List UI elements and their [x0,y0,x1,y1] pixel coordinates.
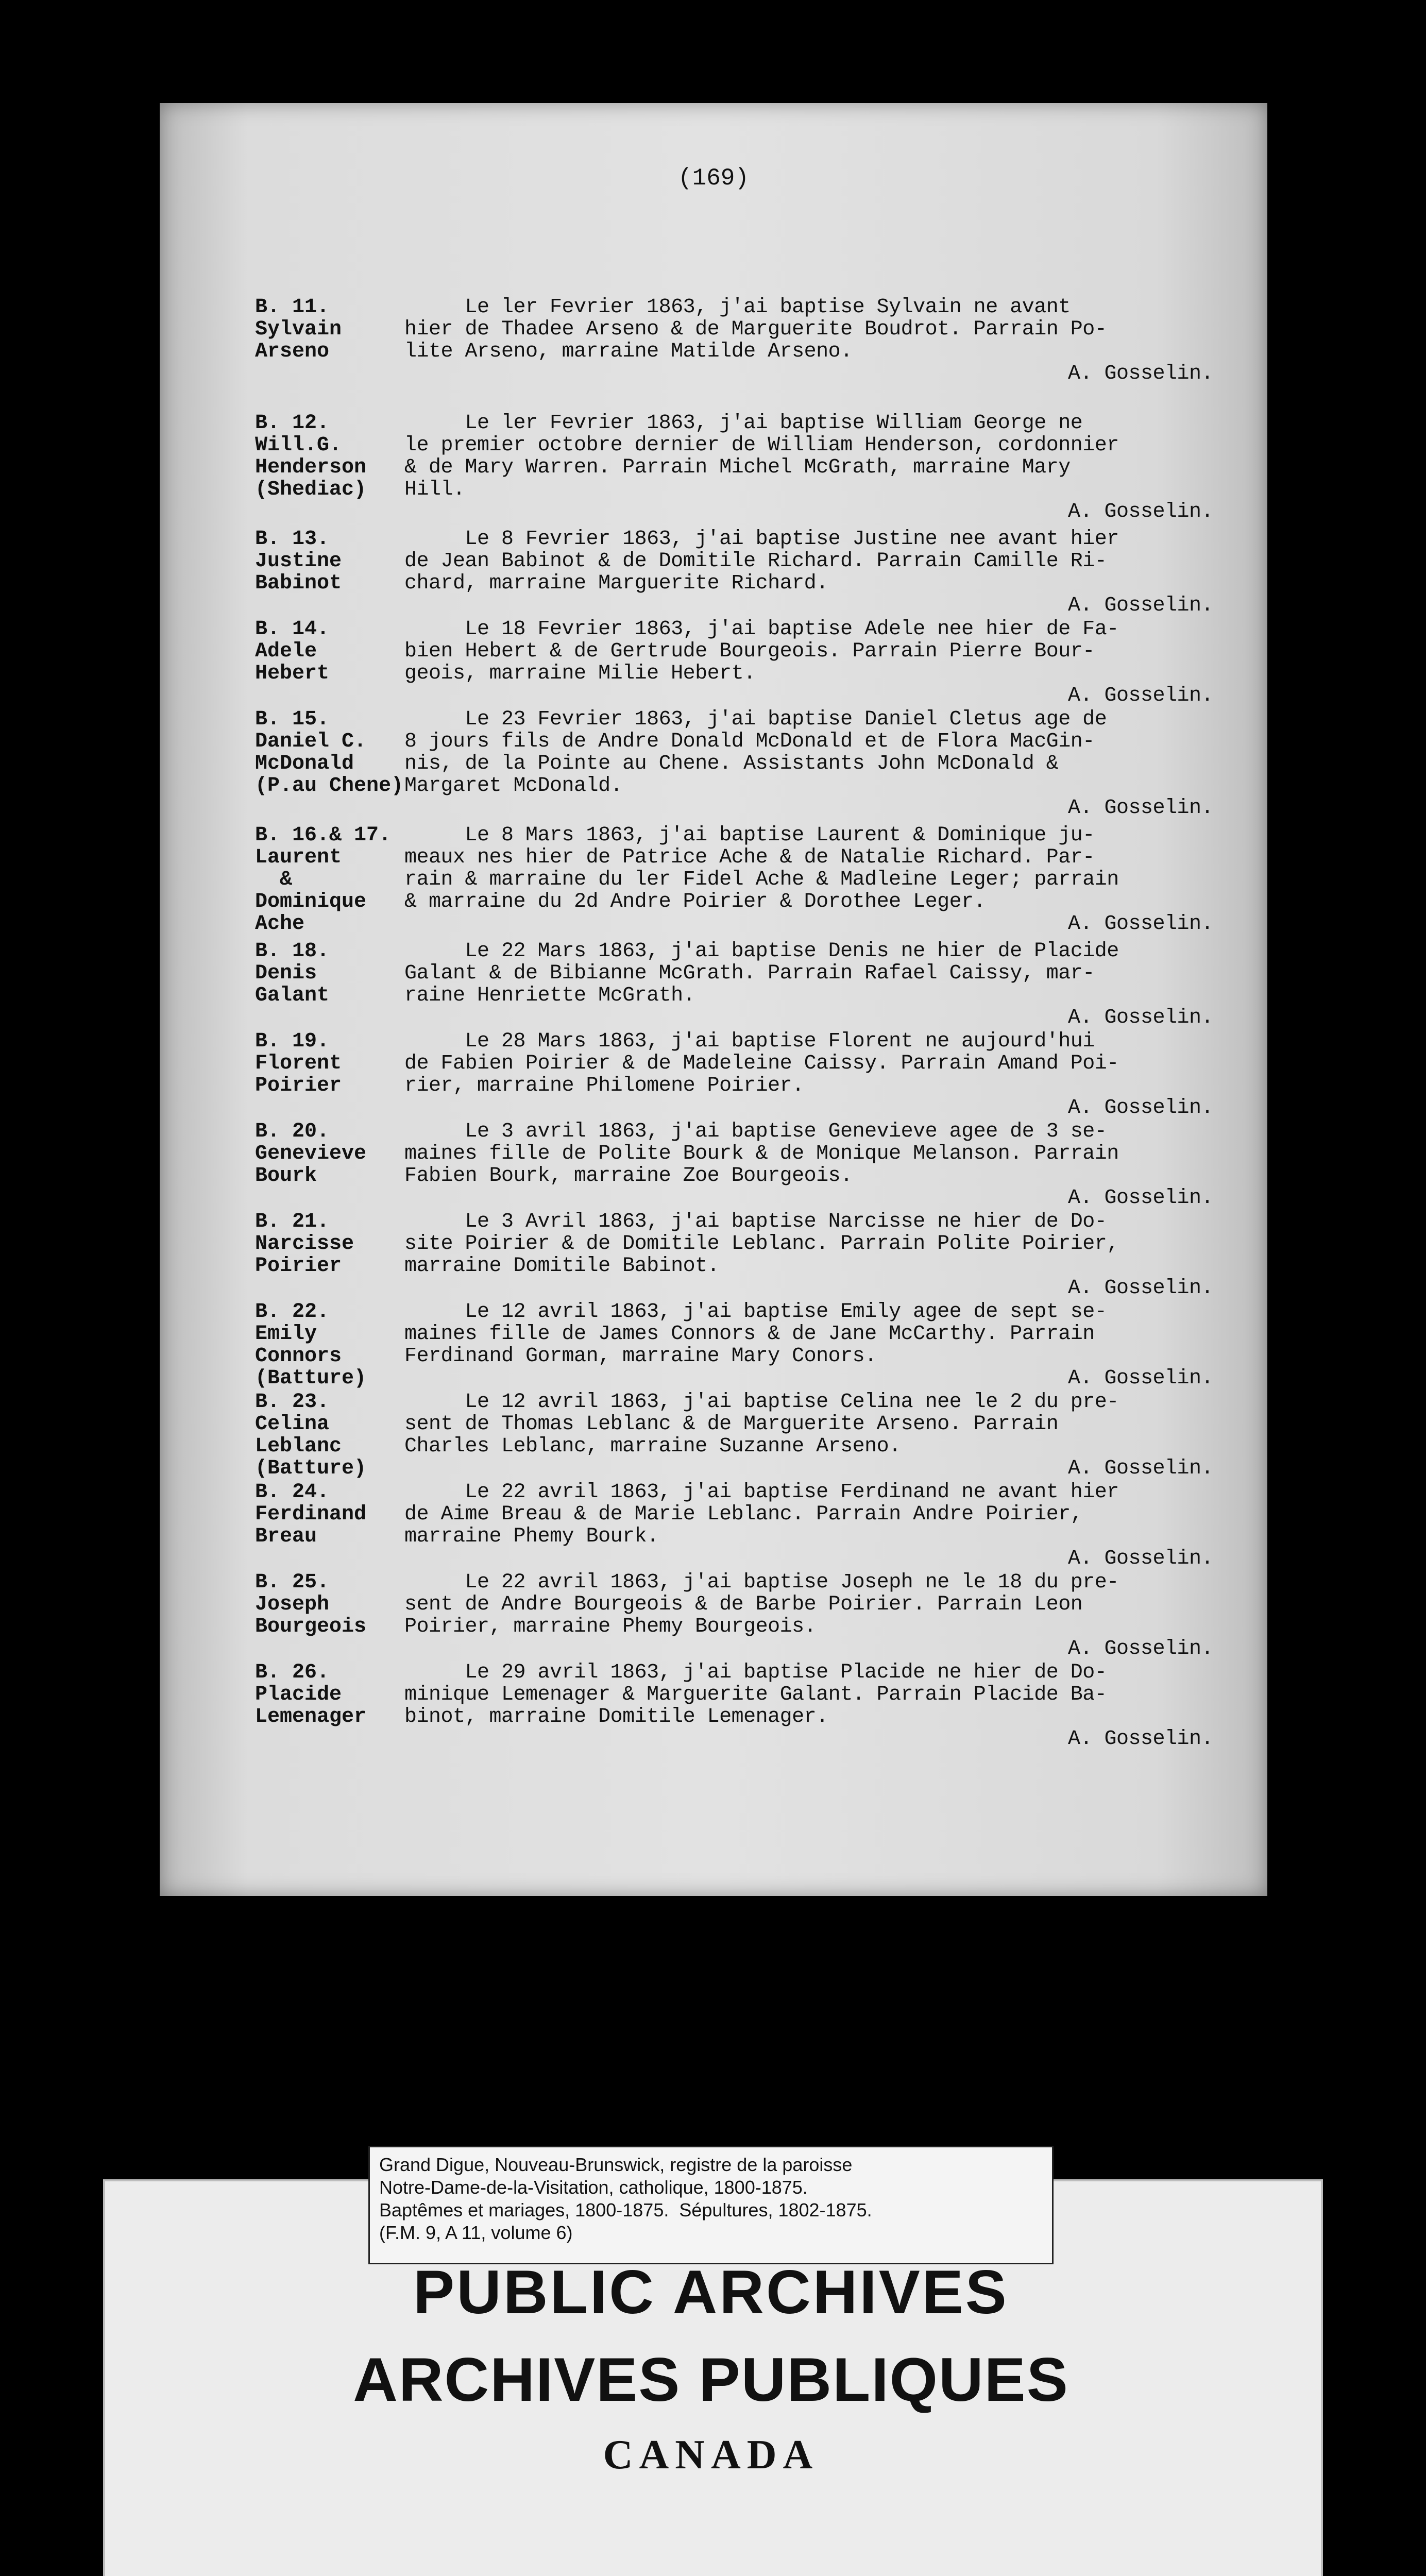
catalog-slip [368,2146,1054,2264]
entry-signature: A. Gosselin. [1067,1006,1213,1029]
entry-signature: A. Gosselin. [1067,594,1213,617]
baptism-entry [255,1481,1224,1571]
baptism-entry [255,618,1224,708]
entry-signature: A. Gosselin. [1067,1187,1213,1210]
baptism-entry [255,412,1224,528]
baptism-entry [255,1661,1224,1751]
entry-signature: A. Gosselin. [1067,684,1213,707]
entry-text [404,412,1224,523]
baptism-entry [255,1030,1224,1121]
entry-text [404,708,1224,819]
entry-signature: A. Gosselin. [1067,796,1213,820]
entry-text [404,1571,1224,1660]
baptism-entry [255,824,1224,940]
entry-text [404,1121,1224,1209]
entry-text [404,618,1224,707]
entry-margin-note: B. 23. Celina Leblanc (Batture) [255,1391,367,1480]
entry-body: Le 12 avril 1863, j'ai baptise Emily agee de sept se- maines fille de James Connors & de Jane McCarthy. Parrain Ferdinand Gorman, marraine Mary Conors. [404,1300,1107,1368]
entry-margin-note: B. 11. Sylvain Arseno [255,296,342,363]
baptism-entry [255,1211,1224,1301]
entry-margin-note: B. 22. Emily Connors (Batture) [255,1300,367,1390]
entry-margin-note: B. 19. Florent Poirier [255,1030,342,1097]
entry-margin-note: B. 21. Narcisse Poirier [255,1210,354,1278]
archives-title-english: PUBLIC ARCHIVES [413,2258,1009,2327]
entry-signature: A. Gosselin. [1067,1096,1213,1120]
entry-text [404,1211,1224,1299]
entry-margin-note: B. 15. Daniel C. McDonald (P.au Chene) [255,708,404,798]
entry-text [404,1481,1224,1570]
entry-body: Le 3 Avril 1863, j'ai baptise Narcisse ne hier de Do- site Poirier & de Domitile Leblanc. Parrain Polite Poirier, marraine Domitile Babinot. [404,1210,1119,1278]
entry-text [404,1391,1224,1480]
entry-body: Le 12 avril 1863, j'ai baptise Celina nee le 2 du pre- sent de Thomas Leblanc & de Marguerite Arseno. Parrain Charles Leblanc, marraine Suzanne Arseno. [404,1391,1119,1458]
entry-body: Le ler Fevrier 1863, j'ai baptise Sylvain ne avant hier de Thadee Arseno & de Marguerite Boudrot. Parrain Po- lite Arseno, marraine Matilde Arseno. [404,296,1107,363]
entry-body: Le 8 Mars 1863, j'ai baptise Laurent & Dominique ju- meaux nes hier de Patrice Ache & de Natalie Richard. Par- rain & marraine du ler Fidel Ache & Madleine Leger; parrain & marraine du 2d Andre Poirier & Dorothee Leger. [404,824,1119,913]
entry-margin-note: B. 14. Adele Hebert [255,618,330,685]
entry-signature: A. Gosselin. [1067,1457,1213,1480]
entry-margin-note: B. 20. Genevieve Bourk [255,1120,367,1188]
baptism-entry [255,940,1224,1030]
entry-text [404,824,1224,935]
entry-body: Le 22 avril 1863, j'ai baptise Ferdinand ne avant hier de Aime Breau & de Marie Leblanc. Parrain Andre Poirier, marraine Phemy Bourk. [404,1481,1119,1548]
baptism-entry [255,1391,1224,1481]
entry-signature: A. Gosselin. [1067,500,1213,523]
baptism-entry [255,528,1224,618]
entry-body: Le 23 Fevrier 1863, j'ai baptise Daniel Cletus age de 8 jours fils de Andre Donald McDonald et de Flora MacGin- nis, de la Pointe au Chene. Assistants John McDonald & Margaret McDonald. [404,708,1107,798]
archives-title-french: ARCHIVES PUBLIQUES [353,2345,1069,2414]
entry-signature: A. Gosselin. [1067,1727,1213,1751]
entry-body: Le 18 Fevrier 1863, j'ai baptise Adele nee hier de Fa- bien Hebert & de Gertrude Bourgeois. Parrain Pierre Bour- geois, marraine Milie Hebert. [404,618,1119,685]
entry-margin-note: B. 18. Denis Galant [255,940,330,1007]
entry-body: Le 3 avril 1863, j'ai baptise Genevieve agee de 3 se- maines fille de Polite Bourk & de Monique Melanson. Parrain Fabien Bourk, marraine Zoe Bourgeois. [404,1120,1119,1188]
baptism-entries [255,296,1224,1751]
entry-margin-note: B. 13. Justine Babinot [255,528,342,595]
catalog-line-4: (F.M. 9, A 11, volume 6) [379,2222,573,2243]
entry-margin-note: B. 12. Will.G. Henderson (Shediac) [255,412,367,501]
page-number: (169) [677,165,750,192]
entry-text [404,1030,1224,1119]
entry-text [404,1301,1224,1389]
entry-body: Le 29 avril 1863, j'ai baptise Placide ne hier de Do- minique Lemenager & Marguerite Galant. Parrain Placide Ba- binot, marraine Domitile Lemenager. [404,1661,1107,1728]
entry-body: Le 8 Fevrier 1863, j'ai baptise Justine nee avant hier de Jean Babinot & de Domitile Richard. Parrain Camille Ri- chard, marraine Marguerite Richard. [404,528,1119,595]
entry-text [404,296,1224,385]
entry-margin-note: B. 16.& 17. Laurent & Dominique Ache [255,824,392,936]
register-page [160,103,1267,1896]
baptism-entry [255,1121,1224,1211]
catalog-line-2: Notre-Dame-de-la-Visitation, catholique, 1800-1875. [379,2177,808,2198]
baptism-entry [255,1301,1224,1391]
entry-signature: A. Gosselin. [1067,1547,1213,1570]
entry-signature: A. Gosselin. [1067,1637,1213,1660]
entry-margin-note: B. 24. Ferdinand Breau [255,1481,367,1548]
baptism-entry [255,1571,1224,1662]
entry-body: Le 28 Mars 1863, j'ai baptise Florent ne aujourd'hui de Fabien Poirier & de Madeleine Caissy. Parrain Amand Poi- rier, marraine Philomene Poirier. [404,1030,1119,1097]
baptism-entry [255,708,1224,824]
entry-body: Le ler Fevrier 1863, j'ai baptise William George ne le premier octobre dernier de William Henderson, cordonnier & de Mary Warren. Parrain Michel McGrath, marraine Mary Hill. [404,412,1119,501]
baptism-entry [255,296,1224,412]
entry-signature: A. Gosselin. [1067,1367,1213,1390]
entry-signature: A. Gosselin. [1067,912,1213,936]
catalog-line-1: Grand Digue, Nouveau-Brunswick, registre de la paroisse [379,2154,853,2175]
entry-body: Le 22 Mars 1863, j'ai baptise Denis ne hier de Placide Galant & de Bibianne McGrath. Parrain Rafael Caissy, mar- raine Henriette McGrath. [404,940,1119,1007]
entry-text [404,940,1224,1029]
entry-signature: A. Gosselin. [1067,1277,1213,1300]
entry-signature: A. Gosselin. [1067,362,1213,385]
archives-country: CANADA [603,2432,819,2478]
entry-margin-note: B. 26. Placide Lemenager [255,1661,367,1728]
entry-body: Le 22 avril 1863, j'ai baptise Joseph ne le 18 du pre- sent de Andre Bourgeois & de Barbe Poirier. Parrain Leon Poirier, marraine Phemy Bourgeois. [404,1571,1119,1638]
catalog-line-3: Baptêmes et mariages, 1800-1875. Sépultures, 1802-1875. [379,2199,872,2221]
entry-margin-note: B. 25. Joseph Bourgeois [255,1571,367,1638]
entry-text [404,528,1224,617]
entry-text [404,1662,1224,1750]
